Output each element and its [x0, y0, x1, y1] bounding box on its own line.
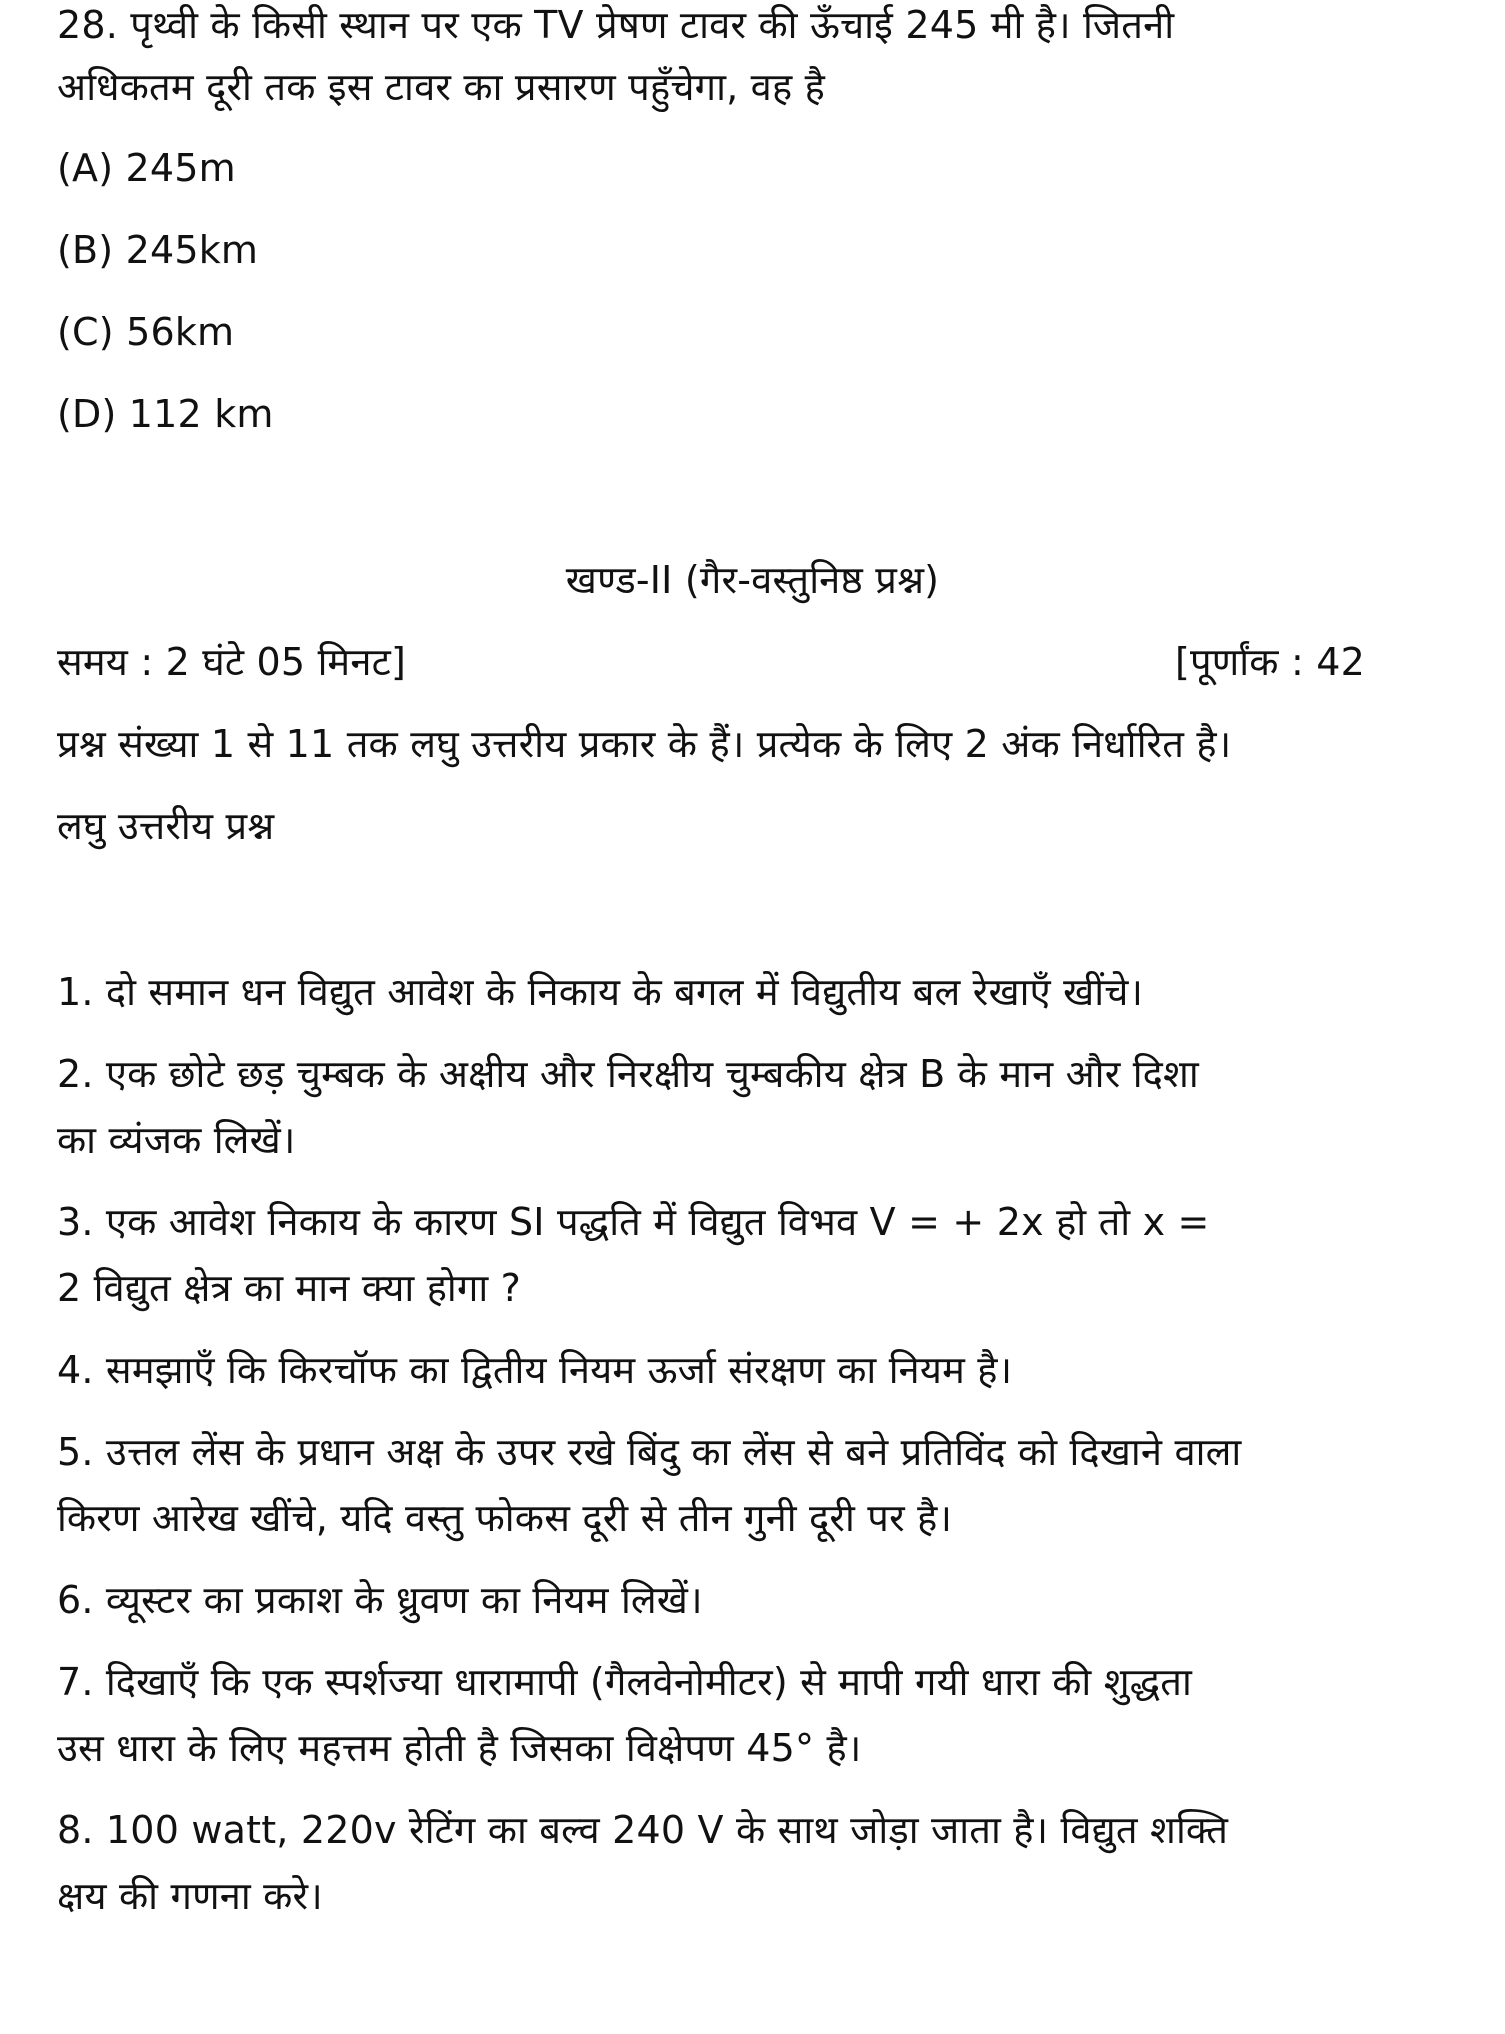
- question-8-line-2: क्षय की गणना करे।: [57, 1874, 323, 1918]
- question-5-line-1: 5. उत्तल लेंस के प्रधान अक्ष के उपर रखे बिंदु का लेंस से बने प्रतिविंद को दिखाने वाला: [57, 1430, 1242, 1474]
- question-7-line-2: उस धारा के लिए महत्तम होती है जिसका विक्षेपण 45° है।: [57, 1726, 862, 1770]
- option-d: (D) 112 km: [57, 392, 274, 436]
- question-2-line-2: का व्यंजक लिखें।: [57, 1118, 296, 1162]
- question-6: 6. व्यूस्टर का प्रकाश के ध्रुवण का नियम लिखें।: [57, 1578, 703, 1622]
- question-3-line-1: 3. एक आवेश निकाय के कारण SI पद्धति में विद्युत विभव V = + 2x हो तो x =: [57, 1200, 1210, 1244]
- instruction: प्रश्न संख्या 1 से 11 तक लघु उत्तरीय प्रकार के हैं। प्रत्येक के लिए 2 अंक निर्धारित है।: [57, 722, 1232, 766]
- option-c: (C) 56km: [57, 310, 235, 354]
- question-3-line-2: 2 विद्युत क्षेत्र का मान क्या होगा ?: [57, 1266, 522, 1310]
- question-5-line-2: किरण आरेख खींचे, यदि वस्तु फोकस दूरी से तीन गुनी दूरी पर है।: [57, 1496, 953, 1540]
- full-marks: [पूर्णांक : 42: [1174, 640, 1365, 684]
- option-b: (B) 245km: [57, 228, 259, 272]
- section-heading: खण्ड-II (गैर-वस्तुनिष्ठ प्रश्न): [565, 558, 940, 602]
- option-a: (A) 245m: [57, 146, 236, 190]
- question-1: 1. दो समान धन विद्युत आवेश के निकाय के बगल में विद्युतीय बल रेखाएँ खींचे।: [57, 970, 1144, 1014]
- subheading: लघु उत्तरीय प्रश्न: [57, 804, 275, 848]
- question-8-line-1: 8. 100 watt, 220v रेटिंग का बल्व 240 V के साथ जोड़ा जाता है। विद्युत शक्ति: [57, 1808, 1229, 1852]
- question-28-text-line-2: अधिकतम दूरी तक इस टावर का प्रसारण पहुँचेगा, वह है: [57, 65, 826, 109]
- time-allowed: समय : 2 घंटे 05 मिनट]: [57, 640, 407, 684]
- question-2-line-1: 2. एक छोटे छड़ चुम्बक के अक्षीय और निरक्षीय चुम्बकीय क्षेत्र B के मान और दिशा: [57, 1052, 1199, 1096]
- question-7-line-1: 7. दिखाएँ कि एक स्पर्शज्या धारामापी (गैलवेनोमीटर) से मापी गयी धारा की शुद्धता: [57, 1660, 1193, 1704]
- question-28-text-line-1: 28. पृथ्वी के किसी स्थान पर एक TV प्रेषण टावर की ऊँचाई 245 मी है। जितनी: [57, 3, 1175, 47]
- question-4: 4. समझाएँ कि किरचॉफ का द्वितीय नियम ऊर्जा संरक्षण का नियम है।: [57, 1348, 1013, 1392]
